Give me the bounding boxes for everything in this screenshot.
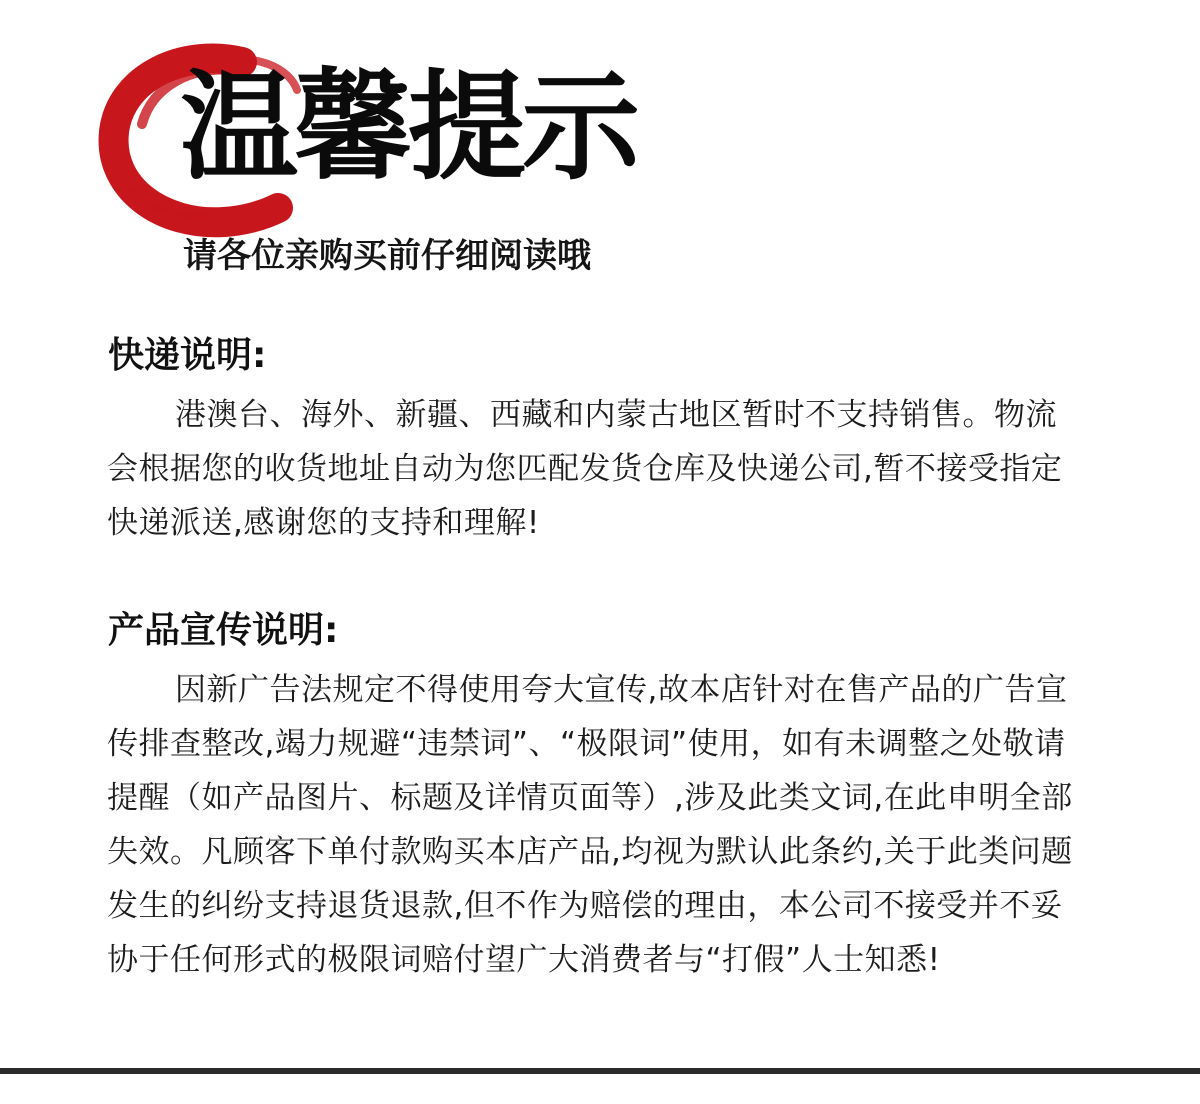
promotion-heading: 产品宣传说明: <box>108 610 339 651</box>
shipping-heading: 快递说明: <box>108 335 267 376</box>
promotion-paragraph: 因新广告法规定不得使用夸大宣传,故本店针对在售产品的广告宣传排查整改,竭力规避“违禁词”、“极限词”使用，如有未调整之处敬请提醒（如产品图片、标题及详情页面等）,涉及此类文词,在此申明全部失效。凡顾客下单付款购买本店产品,均视为默认此条约,关于此类问题发生的纠纷支持退货退款,但不作为赔偿的理由，本公司不接受并不妥协于任何形式的极限词赔付望广大消费者与“打假”人士知悉! <box>107 672 1073 978</box>
shipping-paragraph: 港澳台、海外、新疆、西藏和内蒙古地区暂时不支持销售。物流会根据您的收货地址自动为您匹配发货仓库及快递公司,暂不接受指定快递派送,感谢您的支持和理解! <box>107 397 1063 541</box>
page-title: 温馨提示 <box>180 58 637 196</box>
page-subtitle: 请各位亲购买前仔细阅读哦 <box>183 236 591 276</box>
bottom-divider <box>0 1068 1200 1074</box>
